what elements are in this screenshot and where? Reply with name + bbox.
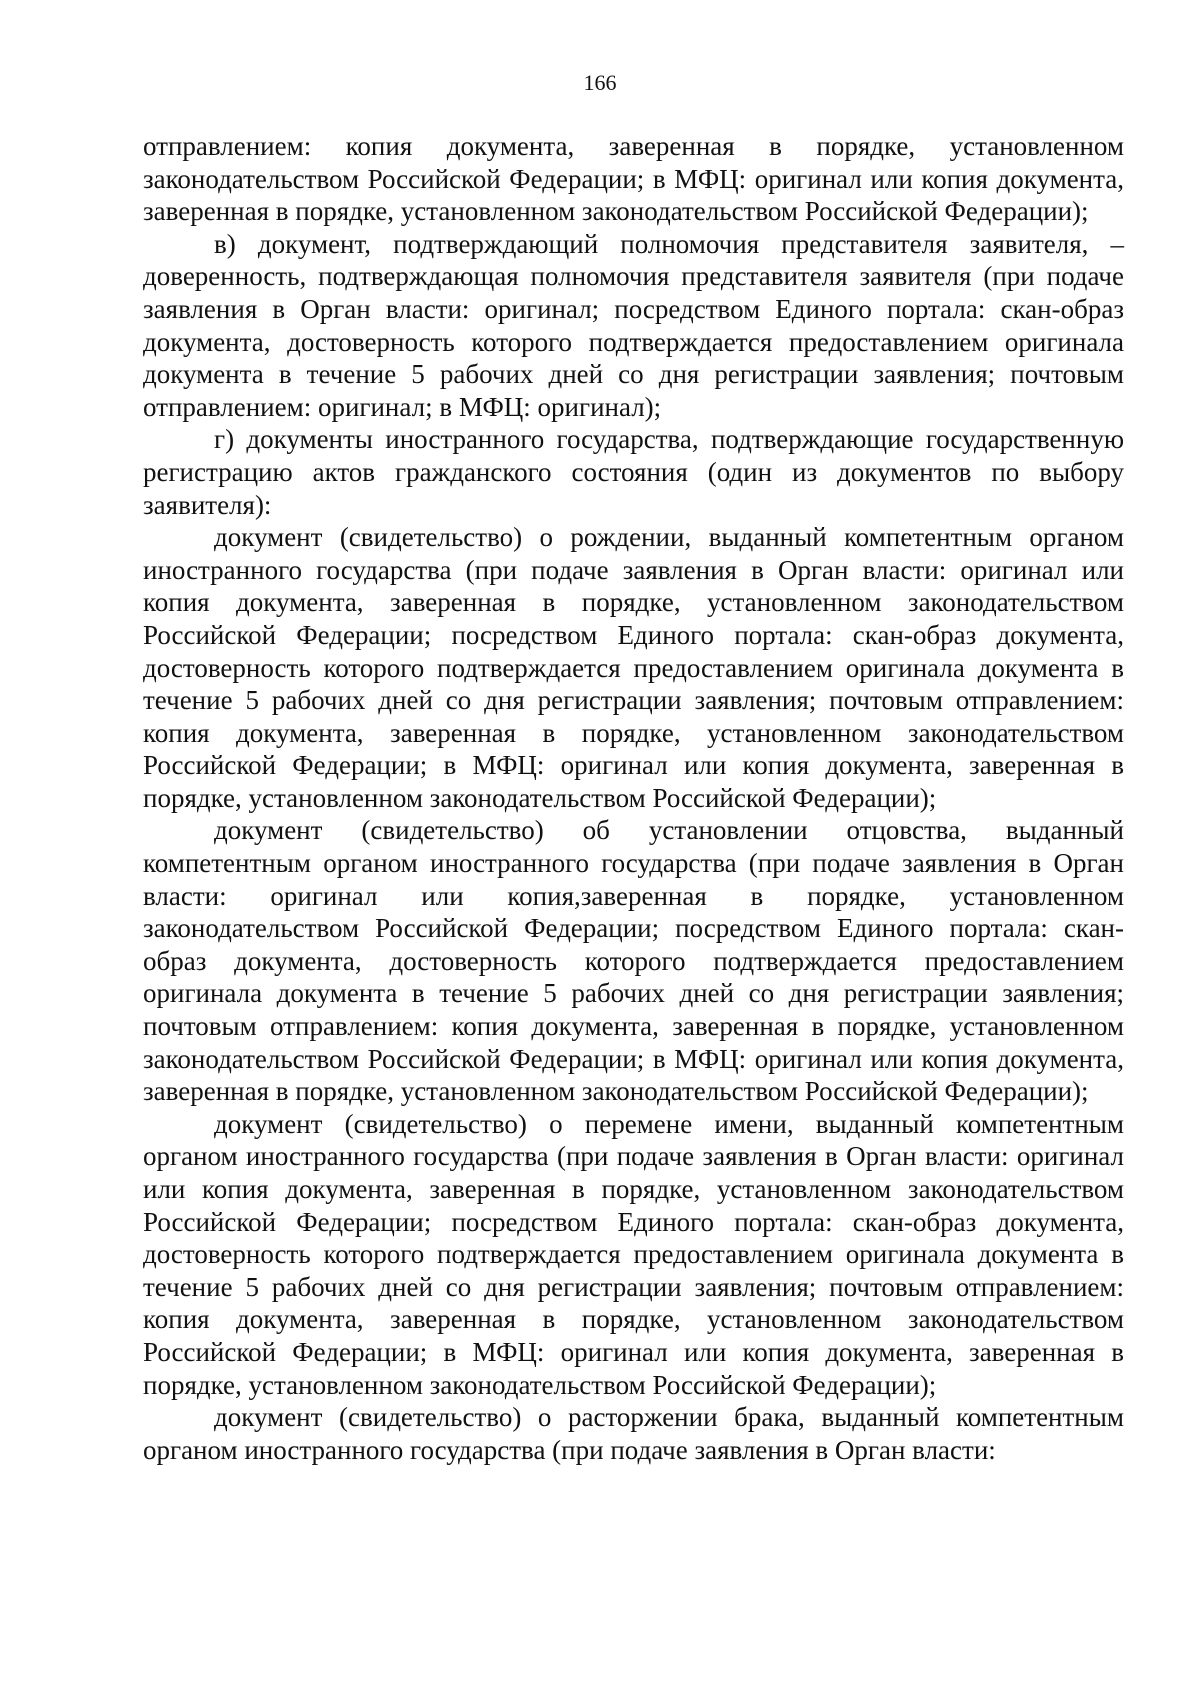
paragraph-name-change-certificate: документ (свидетельство) о перемене имени, выданный компетентным органом иностранного государства (при подаче заявления в Орган власти: оригинал или копия документа, заверенная в порядке, установленном законодательством Российской Федерации; посредством Единого портала: скан-образ документа, достоверность которого подтверждается предоставлением оригинала документа в течение 5 рабочих дней со дня регистрации заявления; почтовым отправлением: копия документа, заверенная в порядке, установленном законодательством Российской Федерации; в МФЦ: оригинал или копия документа, заверенная в порядке, установленном законодательством Российской Федерации); (143, 1108, 1124, 1400)
paragraph-item-v: в) документ, подтверждающий полномочия представителя заявителя, – доверенность, подтверждающая полномочия представителя заявителя (при подаче заявления в Орган власти: оригинал; посредством Единого портала: скан-образ документа, достоверность которого подтверждается предоставлением оригинала документа в течение 5 рабочих дней со дня регистрации заявления; почтовым отправлением: оригинал; в МФЦ: оригинал); (143, 228, 1124, 422)
paragraph-paternity-certificate: документ (свидетельство) об установлении отцовства, выданный компетентным органом иностранного государства (при подаче заявления в Орган власти: оригинал или копия,заверенная в порядке, установленном законодательством Российской Федерации; посредством Единого портала: скан-образ документа, достоверность которого подтверждается предоставлением оригинала документа в течение 5 рабочих дней со дня регистрации заявления; почтовым отправлением: копия документа, заверенная в порядке, установленном законодательством Российской Федерации; в МФЦ: оригинал или копия документа, заверенная в порядке, установленном законодательством Российской Федерации); (143, 815, 1124, 1107)
paragraph-item-g: г) документы иностранного государства, подтверждающие государственную регистрацию актов гражданского состояния (один из документов по выбору заявителя): (143, 424, 1124, 520)
paragraph-divorce-certificate: документ (свидетельство) о расторжении брака, выданный компетентным органом иностранного государства (при подаче заявления в Орган власти: (143, 1402, 1124, 1465)
document-body (143, 130, 1124, 1466)
page-number: 166 (583, 70, 617, 95)
paragraph-continuation: отправлением: копия документа, заверенная в порядке, установленном законодательством Российской Федерации; в МФЦ: оригинал или копия документа, заверенная в порядке, установленном законодательством Российской Федерации); (143, 131, 1124, 227)
paragraph-birth-certificate: документ (свидетельство) о рождении, выданный компетентным органом иностранного государства (при подаче заявления в Орган власти: оригинал или копия документа, заверенная в порядке, установленном законодательством Российской Федерации; посредством Единого портала: скан-образ документа, достоверность которого подтверждается предоставлением оригинала документа в течение 5 рабочих дней со дня регистрации заявления; почтовым отправлением: копия документа, заверенная в порядке, установленном законодательством Российской Федерации; в МФЦ: оригинал или копия документа, заверенная в порядке, установленном законодательством Российской Федерации); (143, 522, 1124, 813)
